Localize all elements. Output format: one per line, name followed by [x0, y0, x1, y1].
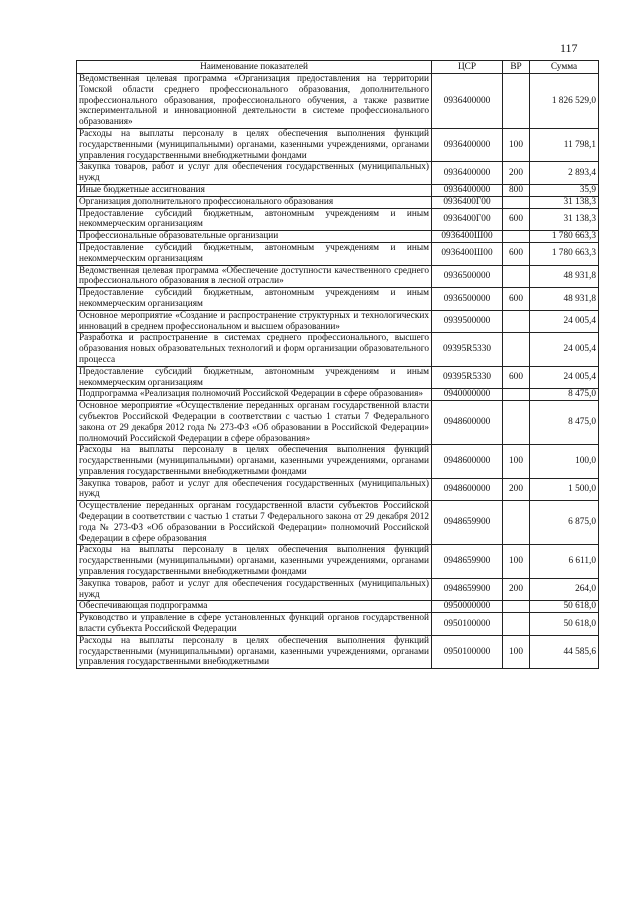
- table-row: [77, 231, 599, 243]
- row-vr-cell: 600: [503, 366, 530, 389]
- page-number: 117: [560, 41, 578, 55]
- row-sum-cell: 6 875,0: [530, 501, 599, 545]
- table-row: [77, 478, 599, 501]
- row-csr-cell: 0940000000: [432, 389, 503, 401]
- row-name-cell: Закупка товаров, работ и услуг для обеспечения государственных (муниципальных) нужд: [77, 478, 432, 501]
- table-row: [77, 578, 599, 601]
- row-csr-cell: 0936400Г00: [432, 196, 503, 208]
- row-vr-cell: 200: [503, 478, 530, 501]
- row-name-cell: Осуществление переданных органам государственной власти субъектов Российской Федерации в соответствии с частью 1 статьи 7 Федерального закона от 29 декабря 2012 года № 273-ФЗ «Об образовании в Российской Федерации» полномочий Российской Федерации в сфере образования: [77, 501, 432, 545]
- row-name-cell: Расходы на выплаты персоналу в целях обеспечения выполнения функций государственными (муниципальными) органами, казенными учреждениями, органами управления государственными внебюджетными фондами: [77, 128, 432, 161]
- table-row: [77, 545, 599, 578]
- row-sum-cell: 24 005,4: [530, 366, 599, 389]
- row-sum-cell: 48 931,8: [530, 265, 599, 288]
- row-vr-cell: [503, 196, 530, 208]
- row-csr-cell: 0948600000: [432, 401, 503, 445]
- row-vr-cell: 800: [503, 184, 530, 196]
- row-sum-cell: 31 138,3: [530, 196, 599, 208]
- row-name-cell: Ведомственная целевая программа «Обеспечение доступности качественного среднего профессионального образования в лесной отрасли»: [77, 265, 432, 288]
- row-name-cell: Основное мероприятие «Осуществление переданных органам государственной власти субъектов Российской Федерации в соответствии с частью 1 статьи 7 Федерального закона от 29 декабря 2012 года № 273-ФЗ «Об образовании в Российской Федерации» полномочий Российской Федерации в сфере образования»: [77, 401, 432, 445]
- row-name-cell: Профессиональные образовательные организации: [77, 231, 432, 243]
- table-row: [77, 389, 599, 401]
- row-name-cell: Предоставление субсидий бюджетным, автономным учреждениям и иным некоммерческим организациям: [77, 288, 432, 311]
- table-row: [77, 501, 599, 545]
- row-sum-cell: 1 500,0: [530, 478, 599, 501]
- row-csr-cell: 0948600000: [432, 445, 503, 478]
- row-name-cell: Руководство и управление в сфере установленных функций органов государственной власти субъекта Российской Федерации: [77, 613, 432, 636]
- row-name-cell: Расходы на выплаты персоналу в целях обеспечения выполнения функций государственными (муниципальными) органами, казенными учреждениями, органами управления государственными внебюджетными фондами: [77, 545, 432, 578]
- table-row: [77, 196, 599, 208]
- table-row: [77, 401, 599, 445]
- row-name-cell: Расходы на выплаты персоналу в целях обеспечения выполнения функций государственными (муниципальными) органами, казенными учреждениями, органами управления государственными внебюджетными: [77, 635, 432, 668]
- row-sum-cell: 6 611,0: [530, 545, 599, 578]
- row-vr-cell: 100: [503, 545, 530, 578]
- row-sum-cell: 8 475,0: [530, 401, 599, 445]
- row-vr-cell: 600: [503, 288, 530, 311]
- row-vr-cell: [503, 74, 530, 129]
- row-vr-cell: [503, 310, 530, 333]
- row-sum-cell: 264,0: [530, 578, 599, 601]
- table-row: [77, 333, 599, 366]
- row-csr-cell: 09395R5330: [432, 366, 503, 389]
- row-csr-cell: 0948659900: [432, 545, 503, 578]
- row-csr-cell: 0939500000: [432, 310, 503, 333]
- table-row: [77, 613, 599, 636]
- row-name-cell: Ведомственная целевая программа «Организация предоставления на территории Томской области среднего профессионального образования, дополнительного профессионального образования, профессионального обучения, а также развитие экспериментальной и инновационной деятельности в системе профессионального образования»: [77, 74, 432, 129]
- row-sum-cell: 24 005,4: [530, 310, 599, 333]
- row-sum-cell: 50 618,0: [530, 601, 599, 613]
- row-name-cell: Иные бюджетные ассигнования: [77, 184, 432, 196]
- table-row: [77, 310, 599, 333]
- row-sum-cell: 50 618,0: [530, 613, 599, 636]
- row-name-cell: Основное мероприятие «Создание и распространение структурных и технологических инноваций в среднем профессиональном и высшем образовании»: [77, 310, 432, 333]
- row-vr-cell: [503, 501, 530, 545]
- row-name-cell: Предоставление субсидий бюджетным, автономным учреждениям и иным некоммерческим организациям: [77, 366, 432, 389]
- table-header-row: [77, 61, 599, 74]
- header-vr: ВР: [503, 61, 530, 74]
- row-vr-cell: 100: [503, 445, 530, 478]
- row-csr-cell: 0936400Ш00: [432, 242, 503, 265]
- row-sum-cell: 2 893,4: [530, 162, 599, 185]
- row-csr-cell: 0936500000: [432, 288, 503, 311]
- row-csr-cell: 0948659900: [432, 578, 503, 601]
- table-row: [77, 74, 599, 129]
- row-sum-cell: 1 826 529,0: [530, 74, 599, 129]
- row-vr-cell: [503, 333, 530, 366]
- row-vr-cell: [503, 601, 530, 613]
- table-row: [77, 162, 599, 185]
- row-vr-cell: 200: [503, 578, 530, 601]
- row-name-cell: Обеспечивающая подпрограмма: [77, 601, 432, 613]
- row-name-cell: Закупка товаров, работ и услуг для обеспечения государственных (муниципальных) нужд: [77, 578, 432, 601]
- row-vr-cell: 100: [503, 128, 530, 161]
- row-csr-cell: 0948659900: [432, 501, 503, 545]
- row-vr-cell: 200: [503, 162, 530, 185]
- table-row: [77, 635, 599, 668]
- row-csr-cell: 0950100000: [432, 635, 503, 668]
- row-vr-cell: 600: [503, 242, 530, 265]
- table-row: [77, 601, 599, 613]
- header-csr: ЦСР: [432, 61, 503, 74]
- row-csr-cell: 0936500000: [432, 265, 503, 288]
- table-row: [77, 288, 599, 311]
- table-row: [77, 445, 599, 478]
- row-vr-cell: [503, 613, 530, 636]
- row-vr-cell: [503, 265, 530, 288]
- row-csr-cell: 0936400000: [432, 128, 503, 161]
- budget-table: [76, 60, 599, 669]
- table-body: [77, 74, 599, 669]
- row-csr-cell: 0936400000: [432, 184, 503, 196]
- row-vr-cell: [503, 389, 530, 401]
- row-sum-cell: 24 005,4: [530, 333, 599, 366]
- row-sum-cell: 35,9: [530, 184, 599, 196]
- table-row: [77, 366, 599, 389]
- row-sum-cell: 8 475,0: [530, 389, 599, 401]
- row-name-cell: Разработка и распространение в системах среднего профессионального, высшего образования новых образовательных технологий и форм организации образовательного процесса: [77, 333, 432, 366]
- row-csr-cell: 0936400000: [432, 162, 503, 185]
- row-name-cell: Подпрограмма «Реализация полномочий Российской Федерации в сфере образования»: [77, 389, 432, 401]
- row-sum-cell: 48 931,8: [530, 288, 599, 311]
- row-vr-cell: 100: [503, 635, 530, 668]
- row-name-cell: Расходы на выплаты персоналу в целях обеспечения выполнения функций государственными (муниципальными) органами, казенными учреждениями, органами управления государственными внебюджетными фондами: [77, 445, 432, 478]
- table-row: [77, 184, 599, 196]
- table-row: [77, 208, 599, 231]
- row-sum-cell: 11 798,1: [530, 128, 599, 161]
- row-name-cell: Закупка товаров, работ и услуг для обеспечения государственных (муниципальных) нужд: [77, 162, 432, 185]
- row-csr-cell: 0936400Ш00: [432, 231, 503, 243]
- row-csr-cell: 09395R5330: [432, 333, 503, 366]
- row-name-cell: Предоставление субсидий бюджетным, автономным учреждениям и иным некоммерческим организациям: [77, 208, 432, 231]
- row-vr-cell: [503, 231, 530, 243]
- row-sum-cell: 1 780 663,3: [530, 231, 599, 243]
- row-vr-cell: [503, 401, 530, 445]
- row-sum-cell: 100,0: [530, 445, 599, 478]
- row-vr-cell: 600: [503, 208, 530, 231]
- row-csr-cell: 0950000000: [432, 601, 503, 613]
- row-sum-cell: 31 138,3: [530, 208, 599, 231]
- header-sum: Сумма: [530, 61, 599, 74]
- row-name-cell: Организация дополнительного профессионального образования: [77, 196, 432, 208]
- table-row: [77, 128, 599, 161]
- table-row: [77, 265, 599, 288]
- row-sum-cell: 1 780 663,3: [530, 242, 599, 265]
- row-csr-cell: 0948600000: [432, 478, 503, 501]
- row-sum-cell: 44 585,6: [530, 635, 599, 668]
- row-csr-cell: 0936400000: [432, 74, 503, 129]
- header-name: Наименование показателей: [77, 61, 432, 74]
- table-row: [77, 242, 599, 265]
- row-csr-cell: 0936400Г00: [432, 208, 503, 231]
- row-csr-cell: 0950100000: [432, 613, 503, 636]
- row-name-cell: Предоставление субсидий бюджетным, автономным учреждениям и иным некоммерческим организациям: [77, 242, 432, 265]
